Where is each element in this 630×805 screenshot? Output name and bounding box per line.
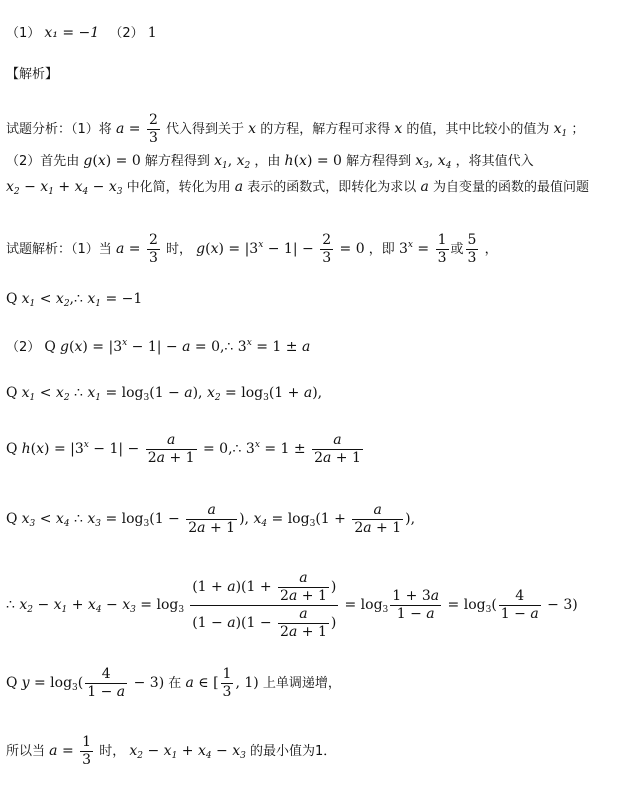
solution-text: 时，: [99, 744, 126, 759]
because-symbol: Q: [44, 339, 56, 355]
analysis-label: 试题分析：: [6, 122, 72, 137]
answer-part1-value: x₁ = −1: [44, 25, 100, 41]
analysis-text: 代入得到关于: [166, 122, 245, 137]
analysis-line-3: $x_2 - x_1 + x_4 - x_3$ 中化简，转化为用 a 表示的函数式，即转化为求以 a 为自变量的函数的最值问题: [6, 179, 589, 197]
solution-text: 在: [168, 676, 182, 691]
fraction-2-3: $\frac{2}{3}$: [148, 112, 158, 146]
solution-line-3: （2） Q $g(x) = |3^x - 1| - a$ = 0,∴ $3^x = 1 \pm a$: [6, 338, 311, 355]
analysis-text: 解方程得到: [346, 154, 412, 169]
because-symbol: Q: [6, 291, 18, 307]
solution-line-2: Q $x_1$ < $x_2,\therefore$ $x_1 = -1$: [6, 291, 143, 309]
solution-line-6: Q $x_3 < x_4$ ∴ $x_3 = \log_3(1$ − $\frac{a}{2a + 1}$ ), $x_4 = \log_3(1$ + $\frac{a}{2a + 1}$ ),: [6, 502, 416, 536]
solution-text: ，: [484, 242, 498, 257]
analysis-text: ，将其值代入: [455, 154, 534, 169]
answer-line: [6, 24, 157, 43]
solution-text: 或: [450, 242, 464, 257]
because-symbol: Q: [6, 511, 18, 527]
analysis-text: ，由: [254, 154, 281, 169]
analysis-text: 解方程得到: [144, 154, 210, 169]
solution-conclusion: 所以当 a = $\frac{1}{3}$ 时， $x_2 - x_1 + x_4 - x_3$ 的最小值为1．: [6, 734, 337, 768]
analysis-text: 表示的函数式，即转化为求以: [247, 180, 417, 195]
solution-text: （2）: [6, 340, 41, 355]
solution-text: 所以当: [6, 744, 46, 759]
analysis-text: （2）首先由: [6, 154, 80, 169]
solution-line-5: Q $h(x) = |3^x - 1|$ − $\frac{a}{2a + 1}$ = 0,∴ $3^x = 1$ ± $\frac{a}{2a + 1}$: [6, 432, 361, 466]
analysis-text: 中化简，转化为用: [126, 180, 231, 195]
analysis-text: 为自变量的函数的最值问题: [432, 180, 589, 195]
solution-line-7: ∴ $x_2 - x_1 + x_4 - x_3 = \log_3$ (1 + a)(1 + $\frac{a}{2a + 1}$ ) (1 − a)(1 − $\frac{a}{2a + 1}$ ) = $\log_3$ $\frac{1 + 3a}{1 - a}$ = $\log_3$( $\frac{4}{1 - a}$ − 3): [6, 570, 578, 640]
because-symbol: Q: [6, 385, 18, 401]
analysis-line-1: 试题分析：（1）将 a = $\frac{2}{3}$ 代入得到关于 x 的方程，解方程可求得 x 的值，其中比较小的值为 $x_1$ ；: [6, 112, 585, 146]
solution-text: ，即: [368, 242, 395, 257]
solution-text: 的最小值为1．: [250, 744, 337, 759]
answer-part1-label: （1）: [6, 26, 41, 41]
because-symbol: Q: [6, 675, 18, 691]
answer-part2-label: （2）: [109, 26, 144, 41]
because-symbol: Q: [6, 441, 18, 457]
solution-text: 上单调递增，: [262, 676, 341, 691]
analysis-text: ；: [571, 122, 585, 137]
solution-text: （1）当: [71, 242, 112, 257]
solution-line-4: Q $x_1 < x_2$ ∴ $x_1 = \log_3(1 - a)$, $x_2 = \log_3(1 + a)$,: [6, 385, 323, 403]
solution-text: 时，: [166, 242, 193, 257]
analysis-text: （1）将: [71, 122, 112, 137]
solution-line-1: 试题解析：（1）当 a = $\frac{2}{3}$ 时， $g(x) = |3^x - 1|$ − $\frac{2}{3}$ = 0 ，即 $3^x$ = $\frac{1}{3}$ 或 $\frac{5}{3}$ ，: [6, 232, 498, 266]
analysis-text: 的方程，解方程可求得: [260, 122, 391, 137]
solution-label: 试题解析：: [6, 242, 72, 257]
analysis-line-2: （2）首先由 g(x) = 0 解方程得到 $x_1$, $x_2$ ，由 h(x) = 0 解方程得到 $x_3$, $x_4$ ，将其值代入: [6, 153, 534, 171]
solution-line-8: Q $y = \log_3$( $\frac{4}{1 - a}$ − 3) 在 a ∈ [ $\frac{1}{3}$ , 1) 上单调递增，: [6, 666, 341, 700]
analysis-heading: 【解析】: [6, 67, 59, 82]
big-fraction: (1 + a)(1 + $\frac{a}{2a + 1}$ ) (1 − a)(1 − $\frac{a}{2a + 1}$ ): [192, 570, 337, 640]
analysis-text: 的值，其中比较小的值为: [406, 122, 550, 137]
answer-part2-value: 1: [147, 25, 157, 41]
